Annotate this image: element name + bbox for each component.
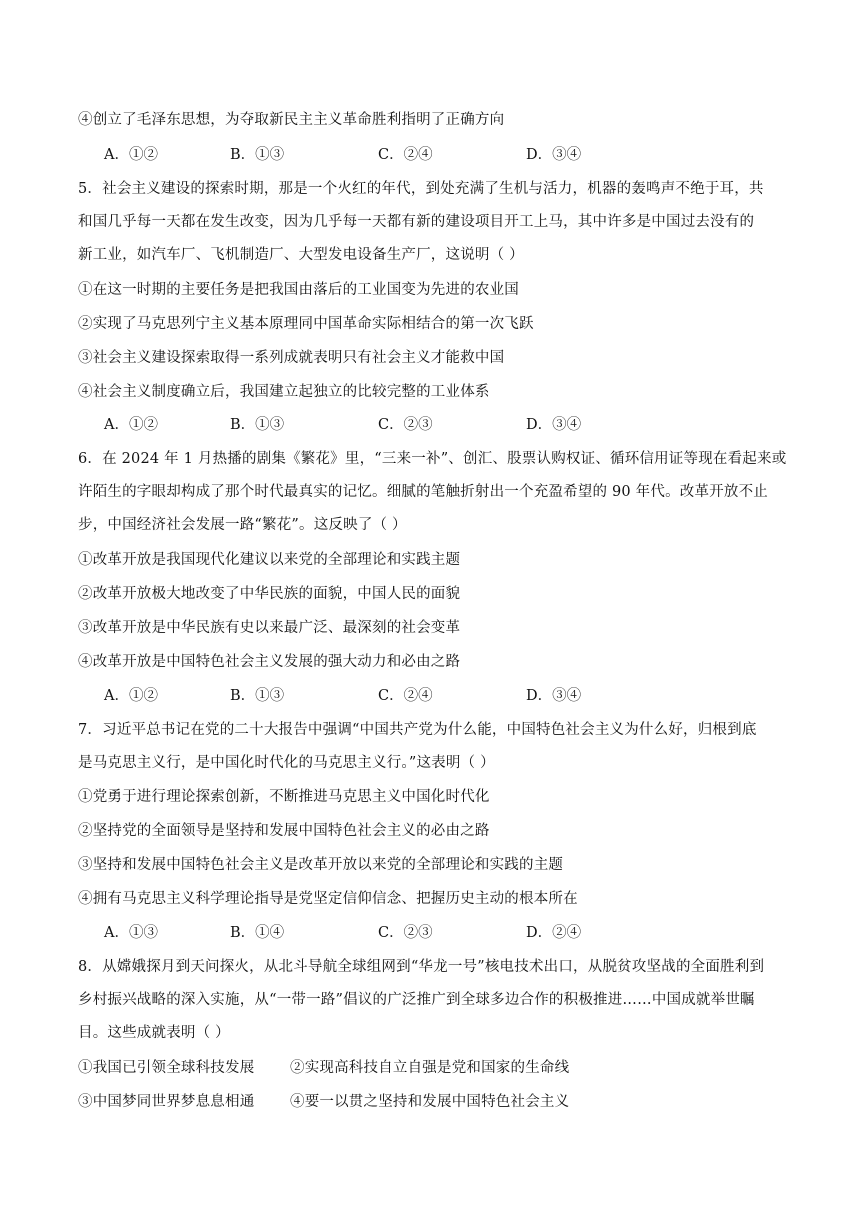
q7-statement-3: ③坚持和发展中国特色社会主义是改革开放以来党的全部理论和实践的主题 [78,857,564,873]
q7-option-c[interactable]: C．②③ [378,925,433,941]
q8-statement-2: ②实现高科技自立自强是党和国家的生命线 [290,1060,570,1076]
q4-option-b[interactable]: B．①③ [230,147,285,163]
q7-statement-4: ④拥有马克思主义科学理论指导是党坚定信仰信念、把握历史主动的根本所在 [78,891,578,907]
q6-statement-4: ④改革开放是中国特色社会主义发展的强大动力和必由之路 [78,654,461,670]
q6-statement-2: ②改革开放极大地改变了中华民族的面貌，中国人民的面貌 [78,586,461,602]
q8-statement-3: ③中国梦同世界梦息息相通 [78,1094,255,1110]
q8-statement-4: ④要一以贯之坚持和发展中国特色社会主义 [290,1094,570,1110]
q6-option-d[interactable]: D．③④ [526,688,582,704]
q5-statement-4: ④社会主义制度确立后，我国建立起独立的比较完整的工业体系 [78,384,490,400]
q5-option-c[interactable]: C．②③ [378,417,433,433]
q6-option-c[interactable]: C．②④ [378,688,433,704]
q6-option-b[interactable]: B．①③ [230,688,285,704]
q7-statement-2: ②坚持党的全面领导是坚持和发展中国特色社会主义的必由之路 [78,823,490,839]
q7-stem-line-2: 是马克思主义行，是中国化时代化的马克思主义行。”这表明（ ） [78,755,495,771]
q8-stem-line-3: 目。这些成就表明（ ） [78,1025,230,1041]
q6-statement-1: ①改革开放是我国现代化建议以来党的全部理论和实践主题 [78,552,461,568]
q6-statement-3: ③改革开放是中华民族有史以来最广泛、最深刻的社会变革 [78,620,461,636]
q4-option-c[interactable]: C．②④ [378,147,433,163]
q5-option-b[interactable]: B．①③ [230,417,285,433]
q7-option-a[interactable]: A．①③ [104,925,158,941]
q5-stem-line-1: 5．社会主义建设的探索时期，那是一个火红的年代，到处充满了生机与活力，机器的轰鸣声不绝于耳，共 [78,181,764,197]
q7-stem-line-1: 7．习近平总书记在党的二十大报告中强调“中国共产党为什么能，中国特色社会主义为什么好，归根到底 [78,722,757,738]
q6-stem-line-2: 许陌生的字眼却构成了那个时代最真实的记忆。细腻的笔触折射出一个充盈希望的 90 年代。改革开放不止 [78,484,768,500]
q7-option-d[interactable]: D．②④ [526,925,582,941]
q6-option-a[interactable]: A．①② [104,688,158,704]
q5-statement-1: ①在这一时期的主要任务是把我国由落后的工业国变为先进的农业国 [78,282,519,298]
q6-stem-line-1: 6．在 2024 年 1 月热播的剧集《繁花》里，“三来一补”、创汇、股票认购权证、循环信用证等现在看起来或 [78,451,787,467]
q5-option-a[interactable]: A．①② [104,417,158,433]
q8-stem-line-1: 8．从嫦娥探月到天问探火，从北斗导航全球组网到“华龙一号”核电技术出口，从脱贫攻坚战的全面胜利到 [78,959,765,975]
q4-option-a[interactable]: A．①② [104,147,158,163]
q7-statement-1: ①党勇于进行理论探索创新，不断推进马克思主义中国化时代化 [78,789,490,805]
q6-stem-line-3: 步，中国经济社会发展一路“繁花”。这反映了（ ） [78,517,407,533]
q7-option-b[interactable]: B．①④ [230,925,285,941]
q8-stem-line-2: 乡村振兴战略的深入实施，从“一带一路”倡议的广泛推广到全球多边合作的积极推进……中国成就举世瞩 [78,992,755,1008]
q8-statement-1: ①我国已引领全球科技发展 [78,1060,255,1076]
q4-option-d[interactable]: D．③④ [526,147,582,163]
q4-statement-4: ④创立了毛泽东思想，为夺取新民主主义革命胜利指明了正确方向 [78,112,505,128]
q5-statement-2: ②实现了马克思列宁主义基本原理同中国革命实际相结合的第一次飞跃 [78,316,534,332]
q5-stem-line-3: 新工业，如汽车厂、飞机制造厂、大型发电设备生产厂，这说明（ ） [78,247,524,263]
q5-option-d[interactable]: D．③④ [526,417,582,433]
q5-statement-3: ③社会主义建设探索取得一系列成就表明只有社会主义才能救中国 [78,350,505,366]
q5-stem-line-2: 和国几乎每一天都在发生改变，因为几乎每一天都有新的建设项目开工上马，其中许多是中国过去没有的 [78,214,755,230]
